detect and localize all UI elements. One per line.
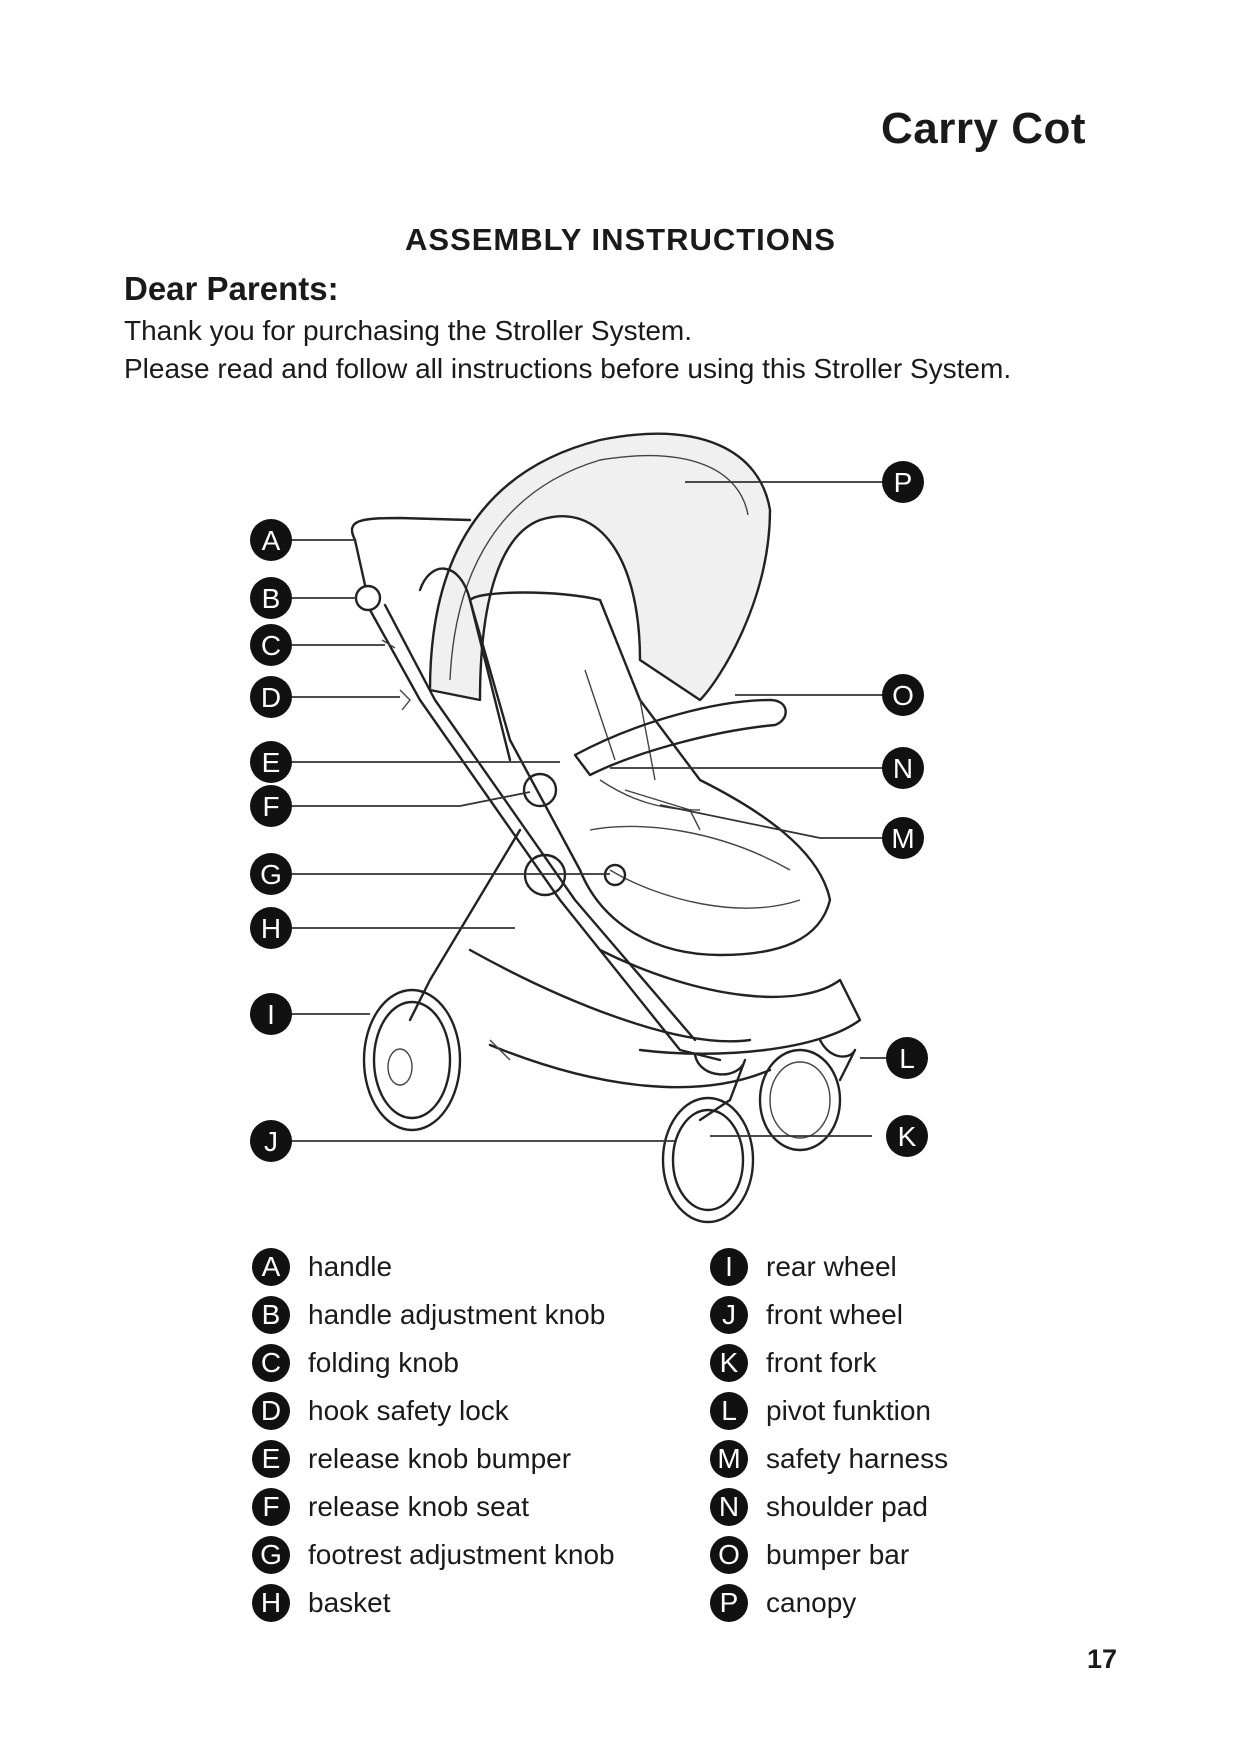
page-number: 17 bbox=[1086, 1644, 1117, 1674]
callout-h bbox=[250, 907, 292, 949]
legend-item bbox=[252, 1483, 615, 1531]
legend-badge: E bbox=[252, 1440, 290, 1478]
legend-label: folding knob bbox=[308, 1347, 460, 1378]
legend-label: handle adjustment knob bbox=[308, 1299, 606, 1330]
legend-item bbox=[710, 1435, 948, 1483]
legend-item bbox=[252, 1435, 615, 1483]
callout-e bbox=[250, 741, 292, 783]
legend-label: shoulder pad bbox=[766, 1491, 928, 1522]
legend-label: hook safety lock bbox=[308, 1395, 509, 1426]
section-title: Carry Cot bbox=[881, 104, 1086, 153]
legend-label: safety harness bbox=[766, 1443, 949, 1474]
greeting: Dear Parents: bbox=[124, 270, 339, 307]
legend-item bbox=[252, 1579, 615, 1627]
legend-label: footrest adjustment knob bbox=[308, 1539, 615, 1570]
callout-m bbox=[882, 817, 924, 859]
callout-j bbox=[250, 1120, 292, 1162]
legend-item bbox=[710, 1483, 948, 1531]
legend-item bbox=[710, 1291, 948, 1339]
legend-item bbox=[252, 1243, 615, 1291]
callout-leaders bbox=[292, 482, 888, 1141]
callout-a bbox=[250, 519, 292, 561]
legend-item bbox=[252, 1339, 615, 1387]
callout-l bbox=[886, 1037, 928, 1079]
legend-label: release knob bumper bbox=[308, 1443, 572, 1474]
callout-p bbox=[882, 461, 924, 503]
legend-left bbox=[252, 1243, 615, 1627]
callout-o bbox=[882, 674, 924, 716]
legend-label: front fork bbox=[766, 1347, 877, 1378]
svg-text:M: M bbox=[891, 823, 915, 854]
legend-item bbox=[710, 1243, 948, 1291]
legend-item bbox=[252, 1531, 615, 1579]
legend-item bbox=[710, 1339, 948, 1387]
svg-text:G: G bbox=[260, 859, 282, 890]
legend-label: handle bbox=[308, 1251, 393, 1282]
legend-badge: B bbox=[252, 1296, 290, 1334]
legend-badge: K bbox=[710, 1344, 748, 1382]
intro-line-2: Please read and follow all instructions before using this Stroller System. bbox=[124, 353, 1012, 384]
legend-item bbox=[710, 1579, 948, 1627]
svg-text:C: C bbox=[260, 630, 282, 661]
svg-text:N: N bbox=[892, 753, 914, 784]
svg-text:E: E bbox=[261, 747, 281, 778]
callout-f bbox=[250, 785, 292, 827]
legend-item bbox=[710, 1387, 948, 1435]
legend-label: pivot funktion bbox=[766, 1395, 931, 1426]
legend-item bbox=[252, 1291, 615, 1339]
legend-right bbox=[710, 1243, 948, 1627]
document-heading: ASSEMBLY INSTRUCTIONS bbox=[405, 222, 836, 257]
legend-badge: H bbox=[252, 1584, 290, 1622]
legend-badge: D bbox=[252, 1392, 290, 1430]
svg-text:B: B bbox=[261, 583, 281, 614]
svg-text:K: K bbox=[897, 1121, 917, 1152]
legend-badge: C bbox=[252, 1344, 290, 1382]
svg-text:F: F bbox=[262, 791, 280, 822]
legend-label: bumper bar bbox=[766, 1539, 910, 1570]
stroller-icon bbox=[352, 434, 860, 1222]
callout-g bbox=[250, 853, 292, 895]
legend-badge: G bbox=[252, 1536, 290, 1574]
legend-label: canopy bbox=[766, 1587, 857, 1618]
svg-text:I: I bbox=[267, 999, 275, 1030]
callout-b bbox=[250, 577, 292, 619]
svg-text:J: J bbox=[264, 1126, 278, 1157]
legend-badge: O bbox=[710, 1536, 748, 1574]
legend-label: rear wheel bbox=[766, 1251, 897, 1282]
legend-label: basket bbox=[308, 1587, 391, 1618]
legend-label: release knob seat bbox=[308, 1491, 530, 1522]
legend-badge: N bbox=[710, 1488, 748, 1526]
intro-line-1: Thank you for purchasing the Stroller System. bbox=[124, 315, 693, 346]
legend-badge: P bbox=[710, 1584, 748, 1622]
legend-item bbox=[252, 1387, 615, 1435]
legend-badge: L bbox=[710, 1392, 748, 1430]
callout-k bbox=[886, 1115, 928, 1157]
legend-badge: F bbox=[252, 1488, 290, 1526]
legend-badge: I bbox=[710, 1248, 748, 1286]
callout-c bbox=[250, 624, 292, 666]
svg-text:H: H bbox=[260, 913, 282, 944]
svg-text:D: D bbox=[260, 682, 282, 713]
legend-badge: J bbox=[710, 1296, 748, 1334]
legend-label: front wheel bbox=[766, 1299, 903, 1330]
svg-text:L: L bbox=[899, 1043, 915, 1074]
callout-d bbox=[250, 676, 292, 718]
legend-badge: A bbox=[252, 1248, 290, 1286]
svg-text:O: O bbox=[892, 680, 914, 711]
callout-i bbox=[250, 993, 292, 1035]
svg-text:A: A bbox=[261, 525, 281, 556]
svg-text:P: P bbox=[893, 467, 913, 498]
legend-badge: M bbox=[710, 1440, 748, 1478]
callout-n bbox=[882, 747, 924, 789]
legend-item bbox=[710, 1531, 948, 1579]
